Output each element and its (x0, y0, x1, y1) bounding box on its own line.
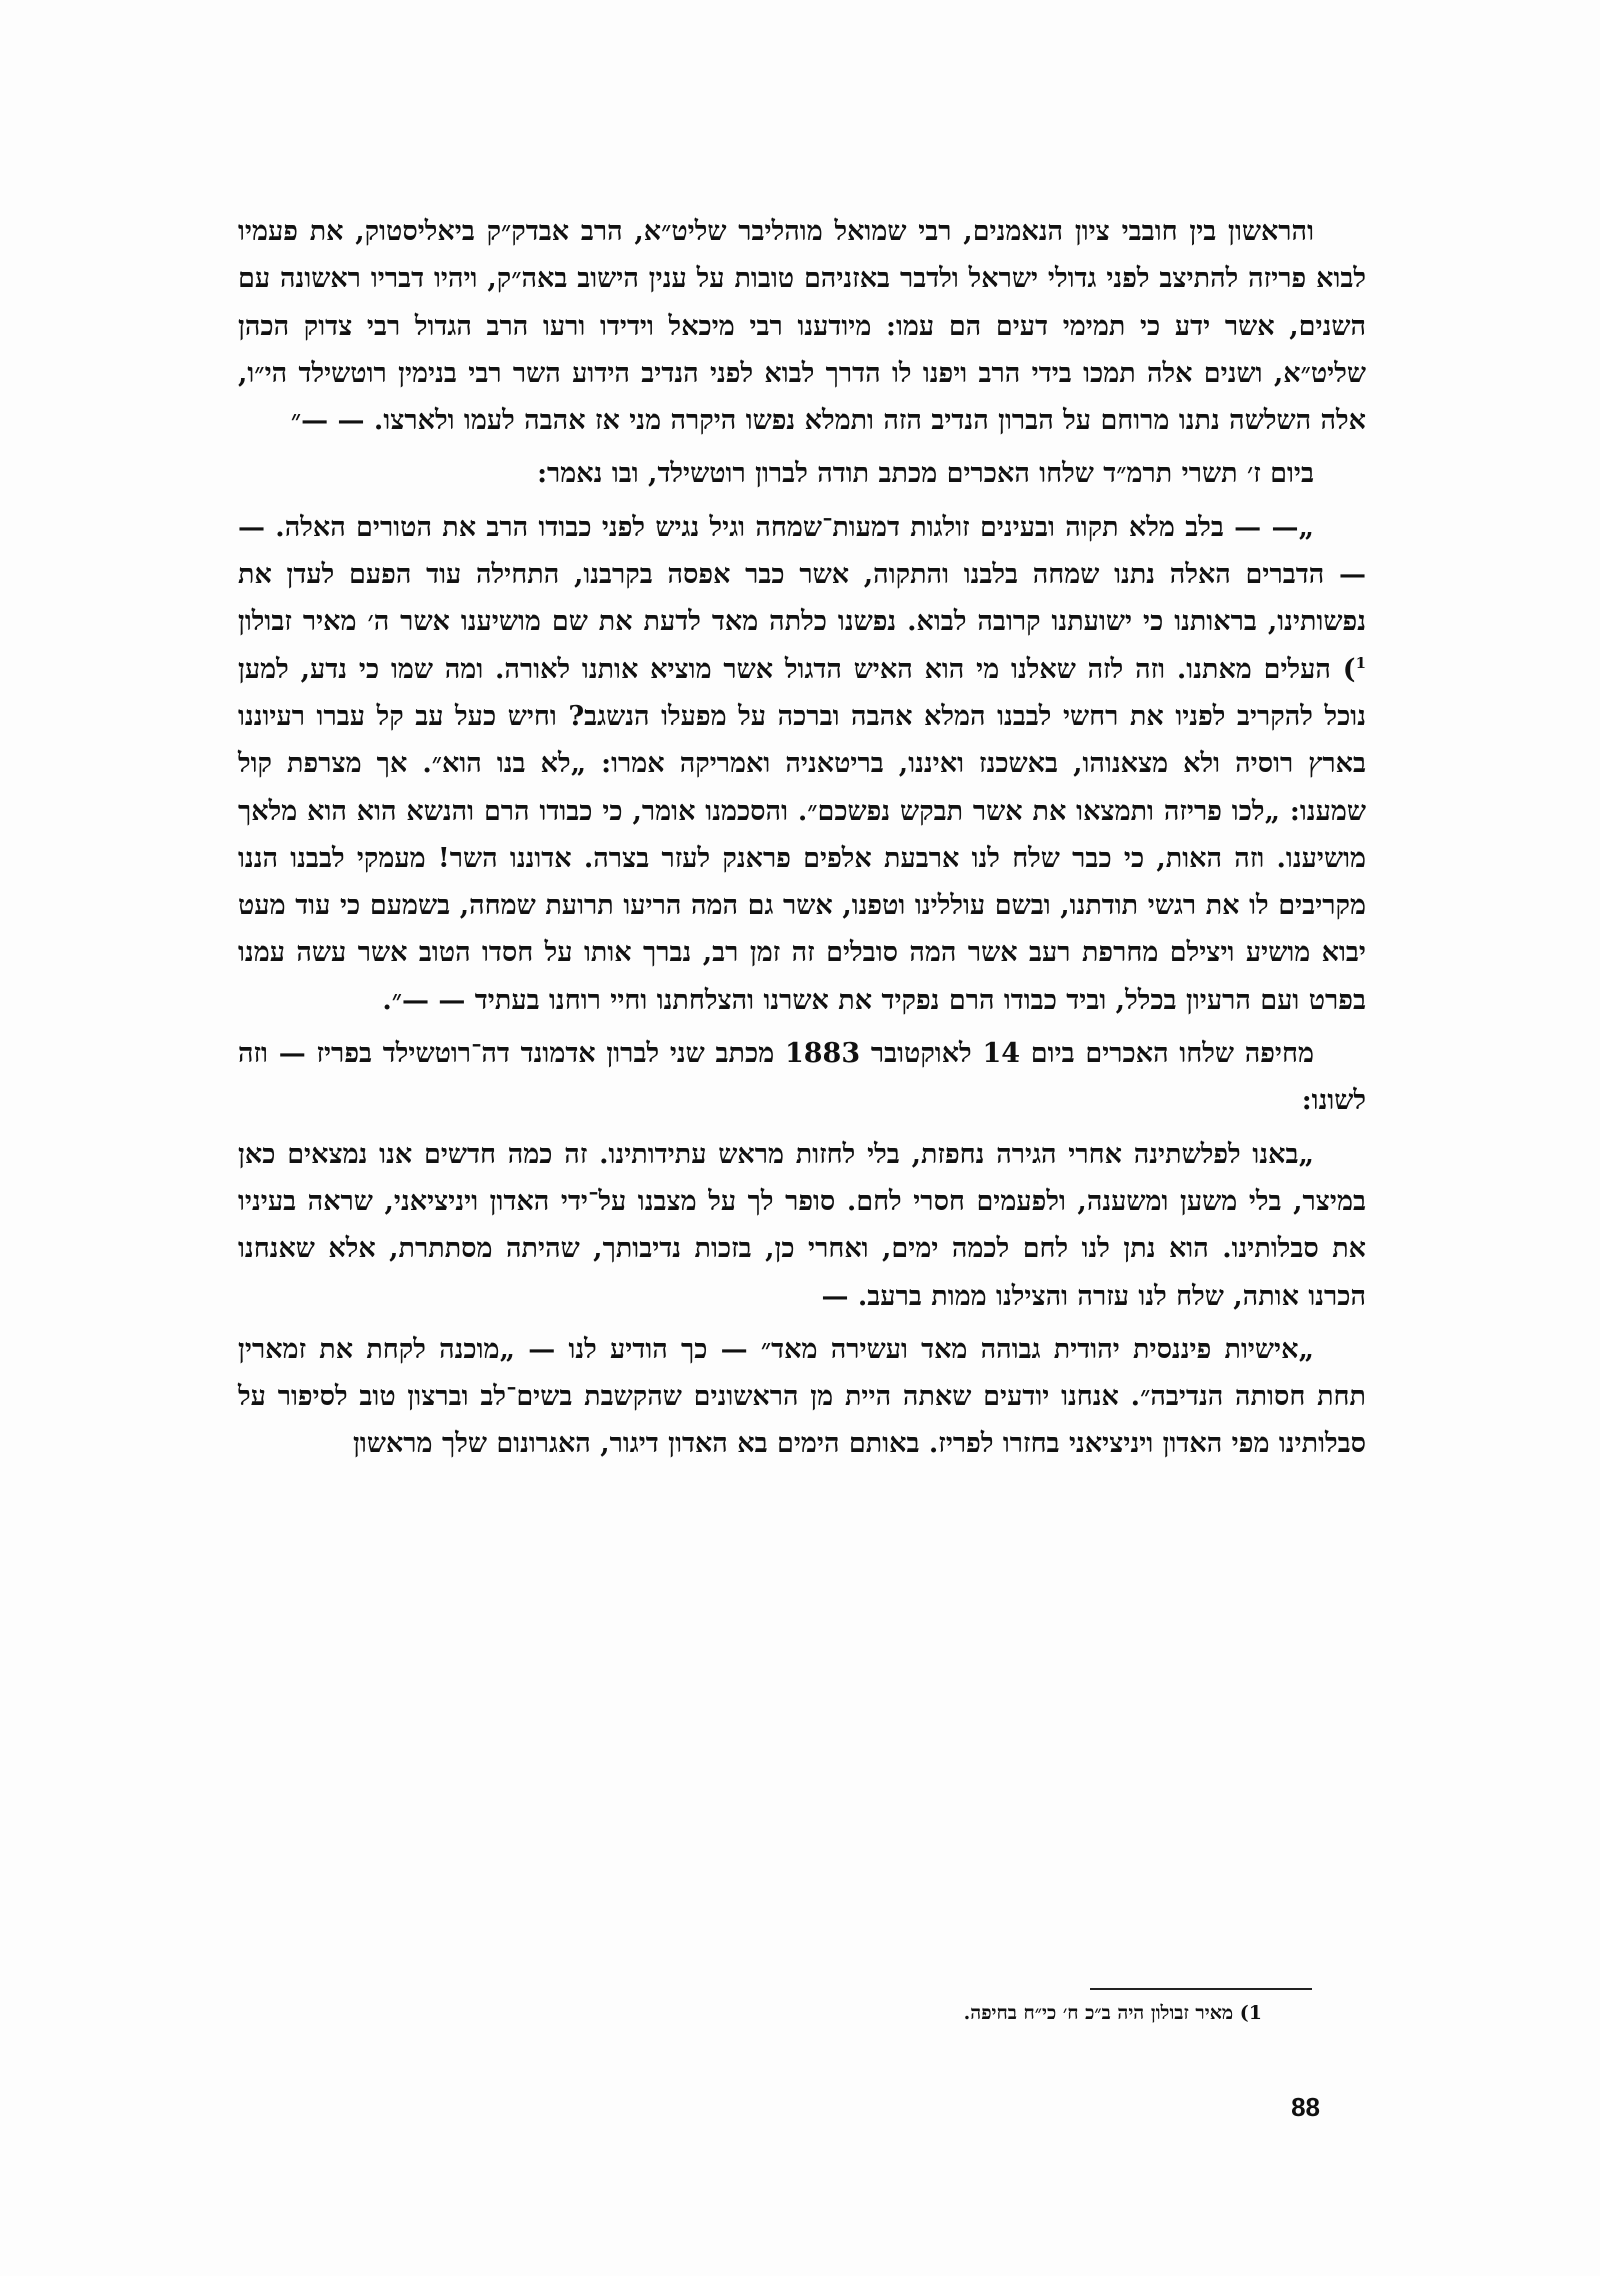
paragraph-4: מחיפה שלחו האכרים ביום 14 לאוקטובר 1883 מכתב שני לברון אדמונד דה־רוטשילד בפריז — וזה לשונו: (238, 1038, 1366, 1117)
page-number: 88 (1291, 2092, 1320, 2122)
paragraph-5: „באנו לפלשתינה אחרי הגירה נחפזת, בלי לחזות מראש עתידותינו. זה כמה חדשים אנו נמצאים כאן במיצר, בלי משען ומשענה, ולפעמים חסרי לחם. סופר לך על מצבנו על־ידי האדון ויניציאני, שראה בעיניו את סבלותינו. הוא נתן לנו לחם לכמה ימים, ואחרי כן, בזכות נדיבותך, שהיתה מסתתרת, אלא שאנחנו הכרנו אותה, שלח לנו עזרה והצילנו ממות ברעב. — (238, 1138, 1366, 1312)
footnote-divider (1090, 1988, 1312, 1990)
paragraph-1: והראשון בין חובבי ציון הנאמנים, רבי שמואל מוהליבר שליט״א, הרב אבדק״ק ביאליסטוק, את פעמיו לבוא פריזה להתיצב לפני גדולי ישראל ולדבר באזניהם טובות על ענין הישוב באה״ק, ויהיו דבריו ראשונה עם השנים, אשר ידע כי תמימי דעים הם עמו: מיודענו רבי מיכאל וידידו ורעו הרב הגדול רבי צדוק הכהן שליט״א, ושנים אלה תמכו בידי הרב ויפנו לו הדרך לבוא לפני הנדיב הידוע השר רבי בנימין רוטשילד הי״ו, אלה השלשה נתנו מרוחם על הברון הנדיב הזה ותמלא נפשו היקרה מני אז אהבה לעמו ולארצו. — —״ (238, 216, 1366, 437)
paragraph-3: „— — בלב מלא תקוה ובעינים זולגות דמעות־שמחה וגיל נגיש לפני כבודו הרב את הטורים האלה. — — הדברים האלה נתנו שמחה בלבנו והתקוה, אשר כבר אפסה בקרבנו, התחילה עוד הפעם לעדן את נפשותינו, בראותנו כי ישועתנו קרובה לבוא. נפשנו כלתה מאד לדעת את שם מושיענו אשר ה׳ מאיר זבולון $^1$) העלים מאתנו. וזה לזה שאלנו מי הוא האיש הדגול אשר מוציא אותנו לאורה. ומה שמו כי נדע, למען נוכל להקריב לפניו את רחשי לבבנו המלא אהבה וברכה על מפעלו הנשגב? וחיש כעל עב קל עברו רעיוננו בארץ רוסיה ולא מצאנוהו, באשכנז ואיננו, בריטאניה ואמריקה אמרו: „לא בנו הוא״. אך מצרפת קול שמענו: „לכו פריזה ותמצאו את אשר תבקש נפשכם״. והסכמנו אומר, כי כבודו הרם והנשא הוא הוא מלאך מושיענו. וזה האות, כי כבר שלח לנו ארבעת אלפים פראנק לעזר בצרה. אדוננו השר! מעמקי לבבנו הננו מקריבים לו את רגשי תודתנו, ובשם עוללינו וטפנו, אשר גם המה הריעו תרועת שמחה, בשמעם כי עוד מעט יבוא מושיע ויצילם מחרפת רעב אשר המה סובלים זה זמן רב, נברך אותו על חסדו הטוב אשר עשה עמנו בפרט ועם הרעיון בכלל, וביד כבודו הרם נפקיד את אשרנו והצלחתנו וחיי רוחנו בעתיד — —״. (238, 511, 1366, 1016)
footnote: 1) מאיר זבולון היה ב״כ ח׳ כי״ח בחיפה. (963, 2002, 1262, 2024)
paragraph-2: ביום ז׳ תשרי תרמ״ד שלחו האכרים מכתב תודה לברון רוטשילד, ובו נאמר: (537, 458, 1314, 490)
footnote-marker: 1 (1355, 653, 1366, 672)
paragraph-6: „אישיות פיננסית יהודית גבוהה מאד ועשירה מאד״ — כך הודיע לנו — „מוכנה לקחת את זמארין תחת חסותה הנדיבה״. אנחנו יודעים שאתה היית מן הראשונים שהקשבת בשים־לב וברצון טוב לסיפור על סבלותינו מפי האדון ויניציאני בחזרו לפריז. באותם הימים בא האדון דיגור, האגרונום שלך מראשון (238, 1333, 1366, 1460)
paragraph-3-text: „— — בלב מלא תקוה ובעינים זולגות דמעות־שמחה וגיל נגיש לפני כבודו הרב את הטורים האלה. — — הדברים האלה נתנו שמחה בלבנו והתקוה, אשר כבר אפסה בקרבנו, התחילה עוד הפעם לעדן את נפשותינו, בראותנו כי ישועתנו קרובה לבוא. נפשנו כלתה מאד לדעת את שם מושיענו אשר ה׳ מאיר זבולון (238, 511, 1366, 638)
paragraph-3-continuation: העלים מאתנו. וזה לזה שאלנו מי הוא האיש הדגול אשר מוציא אותנו לאורה. ומה שמו כי נדע, למען נוכל להקריב לפניו את רחשי לבבנו המלא אהבה וברכה על מפעלו הנשגב? וחיש כעל עב קל עברו רעיוננו בארץ רוסיה ולא מצאנוהו, באשכנז ואיננו, בריטאניה ואמריקה אמרו: „לא בנו הוא״. אך מצרפת קול שמענו: „לכו פריזה ותמצאו את אשר תבקש נפשכם״. והסכמנו אומר, כי כבודו הרם והנשא הוא הוא מלאך מושיענו. וזה האות, כי כבר שלח לנו ארבעת אלפים פראנק לעזר בצרה. אדוננו השר! מעמקי לבבנו הננו מקריבים לו את רגשי תודתנו, ובשם עוללינו וטפנו, אשר גם המה הריעו תרועת שמחה, בשמעם כי עוד מעט יבוא מושיע ויצילם מחרפת רעב אשר המה סובלים זה זמן רב, נברך אותו על חסדו הטוב אשר עשה עמנו בפרט ועם הרעיון בכלל, וביד כבודו הרם נפקיד את אשרנו והצלחתנו וחיי רוחנו בעתיד — —״. (238, 653, 1366, 1016)
body-text (238, 208, 1366, 1474)
